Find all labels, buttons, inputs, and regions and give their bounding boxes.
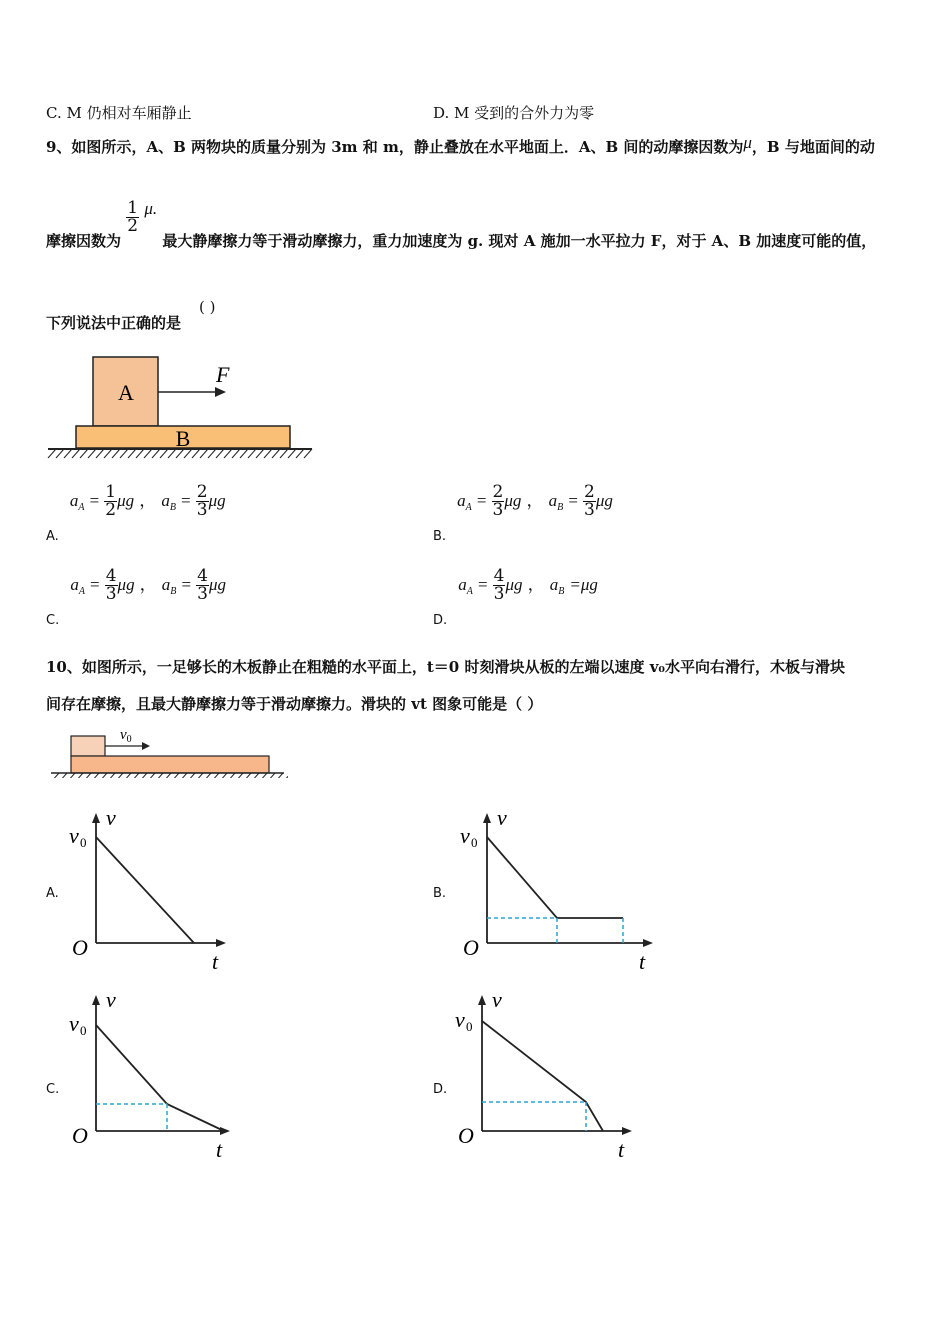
q8-option-d: D. M 受到的合外力为零	[433, 104, 595, 122]
velocity-arrowhead	[142, 742, 150, 750]
velocity-curve	[96, 837, 194, 943]
v0-label: v	[455, 1007, 465, 1032]
hatch-stroke	[240, 449, 248, 458]
q9-blocks-figure	[44, 352, 319, 464]
q8-option-c: C. M 仍相对车厢静止	[46, 104, 192, 122]
t-axis-arrowhead	[643, 939, 653, 947]
velocity-curve	[482, 1021, 603, 1131]
q10-option-d-label: D.	[433, 1082, 448, 1097]
hatch-stroke	[144, 449, 152, 458]
hatch-stroke	[136, 449, 144, 458]
hatch-stroke	[152, 449, 160, 458]
t-axis-arrowhead	[622, 1127, 632, 1135]
v-axis-label: v	[106, 805, 116, 830]
q10-stem-line2: 间存在摩擦，且最大静摩擦力等于滑动摩擦力。滑块的 vt 图象可能是（ ）	[46, 695, 543, 713]
v-axis-arrowhead	[478, 995, 486, 1005]
v0-subscript: 0	[471, 835, 478, 850]
v0-label: v	[69, 823, 79, 848]
t-axis-arrowhead	[220, 1127, 230, 1135]
velocity-curve	[96, 1025, 224, 1131]
q9-option-d: $_{D.}$ $a_A$ = $\frac{4}{3}$ μg ， $a_B =\mu g$	[433, 566, 598, 628]
hatch-stroke	[208, 449, 216, 458]
block-a-label: A	[118, 380, 134, 405]
hatch-stroke	[56, 449, 64, 458]
q10-option-b-label: B.	[433, 886, 447, 901]
hatch-stroke	[280, 449, 288, 458]
force-label: F	[216, 362, 230, 387]
hatch-stroke	[104, 449, 112, 458]
t-axis-label: t	[212, 949, 219, 974]
origin-label: O	[72, 935, 88, 960]
hatch-stroke	[304, 449, 312, 458]
force-arrowhead	[215, 387, 226, 397]
hatch-stroke	[88, 449, 96, 458]
vt-graph-c	[62, 987, 272, 1157]
block-b-label: B	[175, 426, 191, 451]
hatch-stroke	[224, 449, 232, 458]
origin-label: O	[458, 1123, 474, 1148]
origin-label: O	[72, 1123, 88, 1148]
q9-option-c: $_{C.}$ $a_A$ = $\frac{4}{3}$ μg ， $a_B$ = $\frac{4}{3}$ μg	[46, 566, 227, 628]
vt-graph-b	[455, 805, 665, 975]
q9-stem-line1: 9、如图所示，A、B 两物块的质量分别为 3m 和 m，静止叠放在水平地面上．A、B 间的动摩擦因数为μ，B 与地面间的动	[46, 133, 875, 156]
hatch-stroke	[256, 449, 264, 458]
hatch-stroke	[64, 449, 72, 458]
hatch-stroke	[264, 449, 272, 458]
q9-option-a: $_{A.}$ $a_A$ = $\frac{1}{2}$ μg ， $a_B$ = $\frac{2}{3}$ μg	[46, 482, 226, 544]
hatch-stroke	[48, 449, 56, 458]
v-axis-arrowhead	[92, 995, 100, 1005]
q9-stem-line2: 摩擦因数为 $\frac{1}{2}$ μ. 最大静摩擦力等于滑动摩擦力，重力加速度为 g. 现对 A 施加一水平拉力 F，对于 A、B 加速度可能的值，	[46, 198, 877, 250]
q10-board-figure	[48, 722, 288, 778]
wooden-board	[71, 756, 269, 773]
hatch-stroke	[296, 449, 304, 458]
hatch-stroke	[72, 449, 80, 458]
hatch-stroke	[112, 449, 120, 458]
q10-stem-line1: 10、如图所示，一足够长的木板静止在粗糙的水平面上，t＝0 时刻滑块从板的左端以速度 v₀水平向右滑行，木板与滑块	[46, 658, 845, 676]
v-axis-arrowhead	[483, 813, 491, 823]
hatch-stroke	[192, 449, 200, 458]
vt-graph-a	[62, 805, 262, 975]
q9-answer-paren: ( )	[199, 298, 216, 316]
hatch-stroke	[96, 449, 104, 458]
hatch-stroke	[80, 449, 88, 458]
t-axis-label: t	[216, 1137, 223, 1157]
hatch-stroke	[288, 449, 296, 458]
hatch-stroke	[128, 449, 136, 458]
hatch-stroke	[248, 449, 256, 458]
q9-option-b: $_{B.}$ $a_A$ = $\frac{2}{3}$ μg ， $a_B$ = $\frac{2}{3}$ μg	[433, 482, 613, 544]
velocity-label: $v_0$	[120, 727, 132, 745]
v-axis-label: v	[106, 987, 116, 1012]
hatch-stroke	[160, 449, 168, 458]
hatch-stroke	[168, 449, 176, 458]
v0-label: v	[460, 823, 470, 848]
hatch-stroke	[120, 449, 128, 458]
v0-subscript: 0	[80, 835, 87, 850]
q10-option-c-label: C.	[46, 1082, 60, 1097]
velocity-curve	[487, 837, 623, 918]
q9-stem-line3: 下列说法中正确的是	[46, 314, 182, 332]
v-axis-label: v	[497, 805, 507, 830]
hatch-stroke	[232, 449, 240, 458]
t-axis-label: t	[639, 949, 646, 974]
hatch-stroke	[216, 449, 224, 458]
hatch-stroke	[272, 449, 280, 458]
t-axis-arrowhead	[216, 939, 226, 947]
one-half-fraction: $\frac{1}{2}$	[127, 198, 139, 236]
vt-graph-d	[450, 987, 650, 1157]
origin-label: O	[463, 935, 479, 960]
v0-subscript: 0	[466, 1019, 473, 1034]
slider-block	[71, 736, 105, 756]
t-axis-label: t	[618, 1137, 625, 1157]
v-axis-arrowhead	[92, 813, 100, 823]
hatch-stroke	[200, 449, 208, 458]
q10-option-a-label: A.	[46, 886, 59, 901]
v0-label: v	[69, 1011, 79, 1036]
v-axis-label: v	[492, 987, 502, 1012]
v0-subscript: 0	[80, 1023, 87, 1038]
